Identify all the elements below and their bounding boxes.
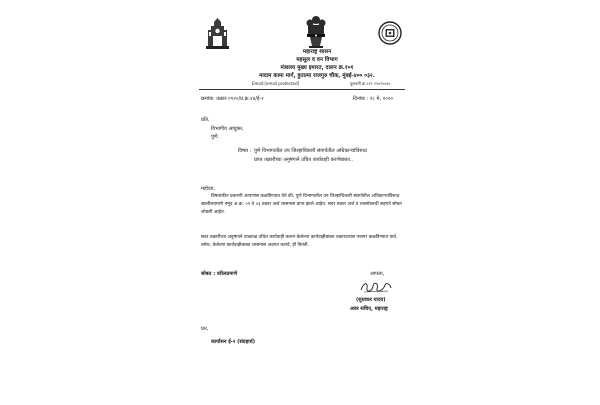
- subject-line-1: पुणे विभागातील उप जिल्हाधिकारी संवर्गातील अधिकाऱ्यांविरुध्द: [254, 148, 367, 154]
- letterhead-building: मंत्रालय मुख्य इमारत, दालन क्र.१०१: [280, 65, 354, 71]
- subject-line-2: प्राप्त तक्रारींच्या अनुषंगाने उचित कार्यवाही करणेबाबत..: [254, 157, 354, 163]
- fort-seal-icon: [204, 16, 231, 50]
- salutation: महोदय,: [201, 186, 216, 192]
- body-paragraph-1: विषयांकीत प्रकरणी आपणांस कळविण्यात येते की, पुणे विभागातील उप जिल्हाधिकारी संवर्गातील अधिकाऱ्यांविरुध्द खालीलप्रमाणे नमूद अ.क्र. ०१ ते ०३ तक्रार अर्ज शासनास प्राप्त झाले आहेत. सदर तक्रार अर्ज व त्यासोबतची सहपत्रे सोबत जोडली आहेत.: [201, 194, 402, 215]
- letterhead-phone: दूरध्वनी क्र.०२२ २२०२५०६५: [350, 81, 391, 86]
- letter-sheet: [170, 0, 432, 405]
- letterhead-divider: [199, 89, 405, 90]
- recipient-designation: विभागीय आयुक्त,: [211, 126, 244, 132]
- letter-date: दिनांक : २८ मे, २०२०: [353, 96, 394, 102]
- letterhead-email: Email:[email protected]: [252, 81, 300, 86]
- copy-item: कार्यासन ई-२ (संग्रहार्थ): [211, 339, 256, 345]
- letterhead-department: महसूल व वन विभाग: [296, 57, 338, 63]
- department-seal-icon: [378, 21, 402, 45]
- national-emblem-icon: [304, 14, 328, 50]
- signer-title: अवर सचिव, महाराष्ट्र: [350, 306, 388, 312]
- body-paragraph-2: सदर तक्रारींच्या अनुषंगाने तात्काळ उचित कार्यवाही करून केलेल्या कार्यवाहीबाबत तक्रारदारास परस्पर कळविण्यात यावे. तसेच, केलेल्या कार्यवाहीबाबत शासनास अवगत करावे, ही विनंती.: [201, 235, 398, 248]
- recipient-prati: प्रति,: [201, 117, 210, 123]
- letterhead-government: महाराष्ट्र शासन: [302, 49, 332, 55]
- signer-name: (सुधाकर यादव): [356, 297, 386, 303]
- reference-number: क्रमांक: तक्रार-०९२०/प्र.क्र.२४/ई-२: [201, 96, 264, 102]
- recipient-city: पुणे.: [211, 134, 220, 140]
- copy-label: प्रत,: [201, 326, 209, 332]
- letterhead-address: मादाम कामा मार्ग, हुतात्मा राजगुरु चौक, मुंबई-४०० ०३२.: [259, 73, 375, 79]
- enclosure-note: सोबत : वरीलप्रमाणे: [201, 271, 238, 277]
- subject-label: विषय :: [238, 148, 252, 154]
- signature-icon: [358, 279, 394, 295]
- closing-phrase: आपला,: [370, 271, 385, 277]
